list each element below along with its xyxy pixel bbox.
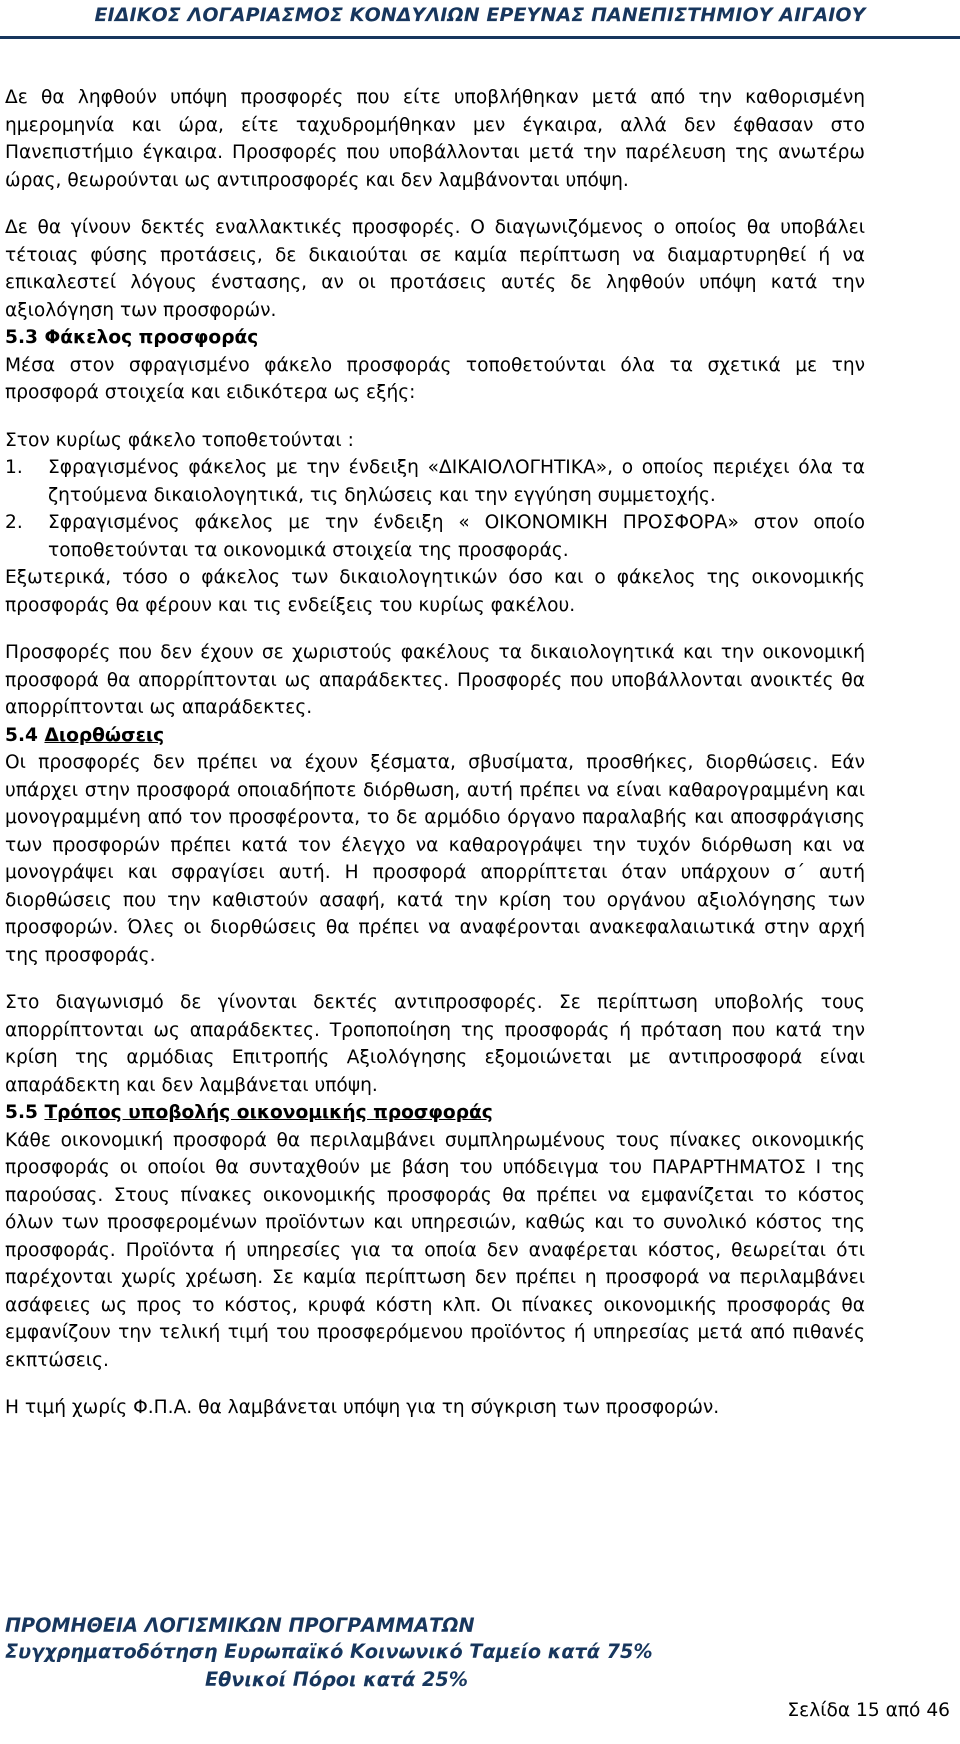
list-item	[5, 509, 865, 564]
section-heading-5-4	[5, 722, 865, 750]
paragraph-envelope-contents: Μέσα στον σφραγισμένο φάκελο προσφοράς τοποθετούνται όλα τα σχετικά με την προσφορά στοιχεία και ειδικότερα ως εξής:	[5, 354, 865, 403]
list-number: 1.	[5, 457, 23, 478]
section-title: Διορθώσεις	[44, 724, 165, 746]
paragraph-separate-envelopes: Προσφορές που δεν έχουν σε χωριστούς φακέλους τα δικαιολογητικά και την οικονομική προσφορά θα απορρίπτονται ως απαράδεκτες. Προσφορές που υποβάλλονται ανοικτές θα απορρίπτονται ως απαράδεκτες.	[5, 642, 865, 718]
list-number: 2.	[5, 512, 23, 533]
footer-national-resources: Εθνικοί Πόροι κατά 25%	[205, 1668, 468, 1691]
paragraph-vat-price: Η τιμή χωρίς Φ.Π.Α. θα λαμβάνεται υπόψη για τη σύγκριση των προσφορών.	[5, 1397, 720, 1418]
paragraph-external-marking: Εξωτερικά, τόσο ο φάκελος των δικαιολογητικών όσο και ο φάκελος της οικονομικής προσφοράς θα φέρουν και τις ενδείξεις του κυρίως φακέλου.	[5, 567, 865, 616]
section-number: 5.5	[5, 1102, 38, 1123]
list-item	[5, 454, 865, 509]
footer-project-title: ΠΡΟΜΗΘΕΙΑ ΛΟΓΙΣΜΙΚΩΝ ΠΡΟΓΡΑΜΜΑΤΩΝ	[5, 1614, 475, 1637]
list-text: Σφραγισμένος φάκελος με την ένδειξη «ΔΙΚΑΙΟΛΟΓΗΤΙΚΑ», ο οποίος περιέχει όλα τα ζητούμενα δικαιολογητικά, τις δηλώσεις και την εγγύηση συμμετοχής.	[48, 457, 865, 506]
paragraph-counter-offers: Στο διαγωνισμό δε γίνονται δεκτές αντιπροσφορές. Σε περίπτωση υποβολής τους απορρίπτονται ως απαράδεκτες. Τροποποίηση της προσφοράς ή πρόταση που κατά την κρίση της αρμόδιας Επιτροπής Αξιολόγησης εξομοιώνεται με αντιπροσφορά είναι απαράδεκτη και δεν λαμβάνεται υπόψη.	[5, 992, 865, 1096]
paragraph-late-offers: Δε θα ληφθούν υπόψη προσφορές που είτε υποβλήθηκαν μετά από την καθορισμένη ημερομηνία και ώρα, είτε ταχυδρομήθηκαν μεν έγκαιρα, αλλά δεν έφθασαν στο Πανεπιστήμιο έγκαιρα. Προσφορές που υποβάλλονται μετά την παρέλευση της ανωτέρω ώρας, θεωρούνται ως αντιπροσφορές και δεν λαμβάνονται υπόψη.	[5, 87, 865, 191]
document-body	[5, 84, 865, 1422]
document-header-title: ΕΙΔΙΚΟΣ ΛΟΓΑΡΙΑΣΜΟΣ ΚΟΝΔΥΛΙΩΝ ΕΡΕΥΝΑΣ ΠΑΝΕΠΙΣΤΗΜΙΟΥ ΑΙΓΑΙΟΥ	[94, 4, 866, 26]
paragraph-corrections: Οι προσφορές δεν πρέπει να έχουν ξέσματα, σβυσίματα, προσθήκες, διορθώσεις. Εάν υπάρχει στην προσφορά οποιαδήποτε διόρθωση, αυτή πρέπει να είναι καθαρογραμμένη και μονογραμμένη από τον προσφέροντα, το δε αρμόδιο όργανο παραλαβής και αποσφράγισης των προσφορών πρέπει κατά τον έλεγχο να καθαρογράψει την τυχόν διόρθωση και να μονογράψει και σφραγίσει αυτή. Η προσφορά απορρίπτεται όταν υπάρχουν σ΄ αυτή διορθώσεις που την καθιστούν ασαφή, κατά την κρίση του οργάνου αξιολόγησης των προσφορών. Όλες οι διορθώσεις θα πρέπει να αναφέρονται ανακεφαλαιωτικά στην αρχή της προσφοράς.	[5, 752, 865, 966]
section-title: Φάκελος προσφοράς	[44, 327, 259, 348]
section-number: 5.3	[5, 327, 38, 348]
paragraph-alternative-offers: Δε θα γίνουν δεκτές εναλλακτικές προσφορές. Ο διαγωνιζόμενος ο οποίος θα υποβάλει τέτοιας φύσης προτάσεις, δε δικαιούται σε καμία περίπτωση να διαμαρτυρηθεί ή να επικαλεστεί λόγους ένστασης, αν οι προτάσεις αυτές δε ληφθούν υπόψη κατά την αξιολόγηση των προσφορών.	[5, 217, 865, 321]
section-heading-5-5	[5, 1099, 865, 1127]
paragraph-main-envelope: Στον κυρίως φάκελο τοποθετούνται :	[5, 429, 354, 451]
section-title: Τρόπος υποβολής οικονομικής προσφοράς	[44, 1102, 493, 1123]
section-heading-5-3	[5, 324, 865, 352]
header-divider	[0, 36, 960, 39]
list-text: Σφραγισμένος φάκελος με την ένδειξη « ΟΙΚΟΝΟΜΙΚΗ ΠΡΟΣΦΟΡΑ» στον οποίο τοποθετούνται τα οικονομικά στοιχεία της προσφοράς.	[48, 512, 865, 561]
footer-funding-line: Συγχρηματοδότηση Ευρωπαϊκό Κοινωνικό Ταμείο κατά 75%	[5, 1640, 653, 1663]
page-number: Σελίδα 15 από 46	[787, 1700, 950, 1721]
paragraph-financial-offer: Κάθε οικονομική προσφορά θα περιλαμβάνει συμπληρωμένους τους πίνακες οικονομικής προσφοράς οι οποίοι θα συνταχθούν με βάση του υπόδειγμα του ΠΑΡΑΡΤΗΜΑΤΟΣ Ι της παρούσας. Στους πίνακες οικονομικής προσφοράς θα πρέπει να εμφανίζεται το κόστος όλων των προσφερομένων προϊόντων και υπηρεσιών, καθώς και το συνολικό κόστος της προσφοράς. Προϊόντα ή υπηρεσίες για τα οποία δεν αναφέρεται κόστος, θεωρείται ότι παρέχονται χωρίς χρέωση. Σε καμία περίπτωση δεν πρέπει η προσφορά να περιλαμβάνει ασάφειες ως προς το κόστος, κρυφά κόστη κλπ. Οι πίνακες οικονομικής προσφοράς θα εμφανίζουν την τελική τιμή του προσφερόμενου προϊόντος ή υπηρεσίας μετά από πιθανές εκπτώσεις.	[5, 1129, 865, 1371]
section-number: 5.4	[5, 724, 38, 746]
